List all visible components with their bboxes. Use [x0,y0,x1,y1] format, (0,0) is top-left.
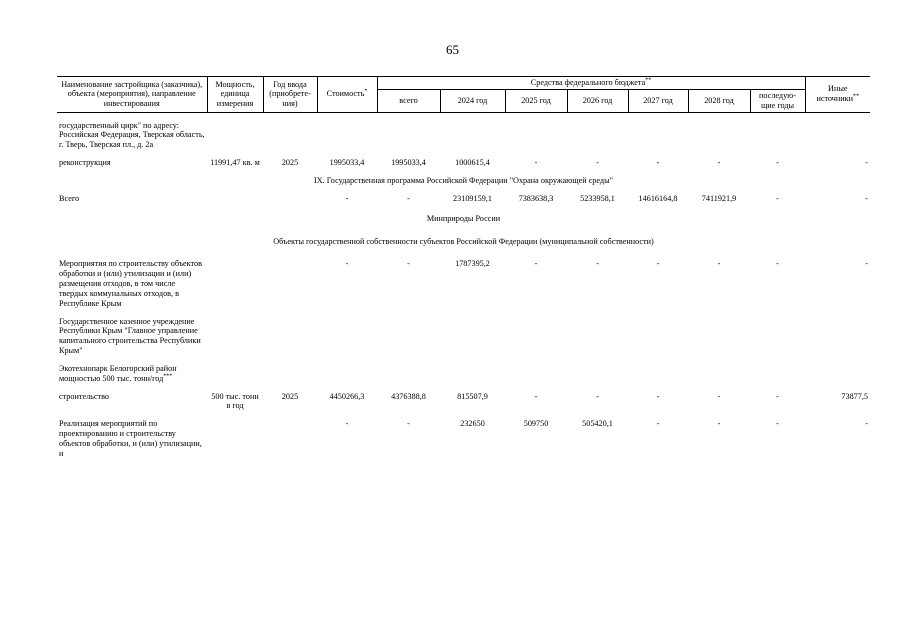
cell-total: 4376388,8 [391,391,426,401]
cell-cost: - [345,419,349,429]
cell-other: - [865,158,868,168]
cell-cost: - [345,193,349,203]
cell-2028: - [717,158,721,168]
cell-2026: - [596,259,599,269]
row-name: реконструкция [59,158,111,168]
cell-capacity: 11991,47 кв. м [210,158,260,168]
cell-2025: - [534,391,538,401]
investment-table [57,76,870,459]
other-footnote-mark: ** [853,93,860,100]
cell-cost: 1995033,4 [329,158,365,168]
table-row-reconstruction [57,158,870,168]
cell-2025: - [534,158,538,168]
ecopark-footnote-mark: *** [163,372,173,379]
col-2025-header: 2025 год [505,89,567,112]
page-number: 65 [446,42,459,57]
cell-2027: - [656,158,660,168]
col-2024-header: 2024 год [440,89,505,112]
table-row-realization [57,419,870,458]
cell-year: 2025 [281,158,299,168]
col-2028-header: 2028 год [688,89,750,112]
cell-cost: - [345,259,349,269]
row-name: Экотехнопарк Белогорский район мощностью 500 тыс. тонн/год*** [59,363,177,383]
cell-total: - [407,193,410,203]
cell-2027: 14616164,8 [638,193,678,203]
cell-capacity: 500 тыс. тонн в год [211,391,259,411]
col-total-header: всего [377,89,440,112]
table-row-total [57,194,870,204]
cell-2027: - [656,391,660,401]
col-capacity-header: Мощность, единица измерения [207,77,263,113]
cell-2024: 815507,9 [457,391,488,401]
cell-cost: 4450266,3 [329,391,365,401]
cell-year: 2025 [281,391,299,401]
col-later-header: последую-щие годы [750,89,805,112]
cell-other: 73877,5 [841,391,868,401]
section-row-ix [57,168,870,194]
cell-2026: 5233958,1 [580,193,615,203]
cell-later: - [776,391,779,401]
row-name: Реализация мероприятий по проектированию и строительству объектов обработки, и (или) утилизации, и [59,419,202,458]
cell-later: - [776,193,779,203]
row-name: Мероприятия по строительству объектов обработки и (или) утилизации и (или) размещения отходов, в том числе твердых коммунальных отходов, в Республике Крым [59,259,202,308]
section-title: IX. Государственная программа Российской Федерации "Охрана окружающей среды" [314,175,613,185]
federal-footnote-mark: ** [645,77,652,84]
cell-2028: 7411921,9 [701,193,737,203]
cell-other: - [865,193,868,203]
cell-later: - [776,419,779,429]
col-name-header: Наименование застройщика (заказчика), объекта (мероприятия), направление инвестирования [57,77,207,113]
cell-2026: 505420,1 [582,419,613,429]
header-row-1 [57,77,870,90]
col-other-header: Иные источники** [805,77,870,113]
col-year-header: Год ввода (приобрете-ния) [263,77,317,113]
row-name: строительство [59,391,110,401]
cell-2028: - [717,391,721,401]
cell-other: - [865,419,868,429]
cell-later: - [776,259,779,269]
cell-2024: 1000615,4 [455,158,490,168]
cell-2024: 1787395,2 [455,259,490,269]
col-2026-header: 2026 год [567,89,628,112]
ministry-title: Минприроды России [426,213,501,223]
row-name: Всего [59,193,80,203]
cell-other: - [865,259,868,269]
cell-2027: - [656,259,660,269]
cell-2025: - [534,259,538,269]
cell-2024: 23109159,1 [453,193,492,203]
table-row-ecopark [57,364,870,384]
section-row-ministry [57,204,870,234]
cell-total: 1995033,4 [391,158,426,168]
col-2027-header: 2027 год [628,89,688,112]
section-row-subsection [57,233,870,259]
table-row-crimea-measures [57,259,870,308]
cell-2026: - [596,391,599,401]
cell-2026: - [596,158,599,168]
row-name: Государственное казенное учреждение Республики Крым "Главное управление капитального строительства Республики Крым" [59,316,201,356]
cell-2028: - [717,259,721,269]
cell-later: - [776,158,779,168]
cell-2028: - [717,419,721,429]
cost-footnote-mark: * [364,88,368,95]
cell-2025: 7383638,3 [518,193,554,203]
cell-2025: 509750 [523,419,549,429]
table-row-institution [57,317,870,356]
table-row-construction [57,392,870,412]
row-name: государственный цирк" по адресу: Российская Федерация, Тверская область, г. Тверь, Тверская пл., д. 2а [59,120,205,150]
cell-2024: 232650 [460,419,485,429]
subsection-title: Объекты государственной собственности субъектов Российской Федерации (муниципальной собственности) [273,237,654,247]
cell-total: - [407,259,410,269]
table-row-circus [57,121,870,151]
cell-2027: - [656,419,660,429]
col-cost-header: Стоимость* [317,77,377,113]
cell-total: - [407,419,410,429]
col-federal-header: Средства федерального бюджета** [377,77,805,90]
